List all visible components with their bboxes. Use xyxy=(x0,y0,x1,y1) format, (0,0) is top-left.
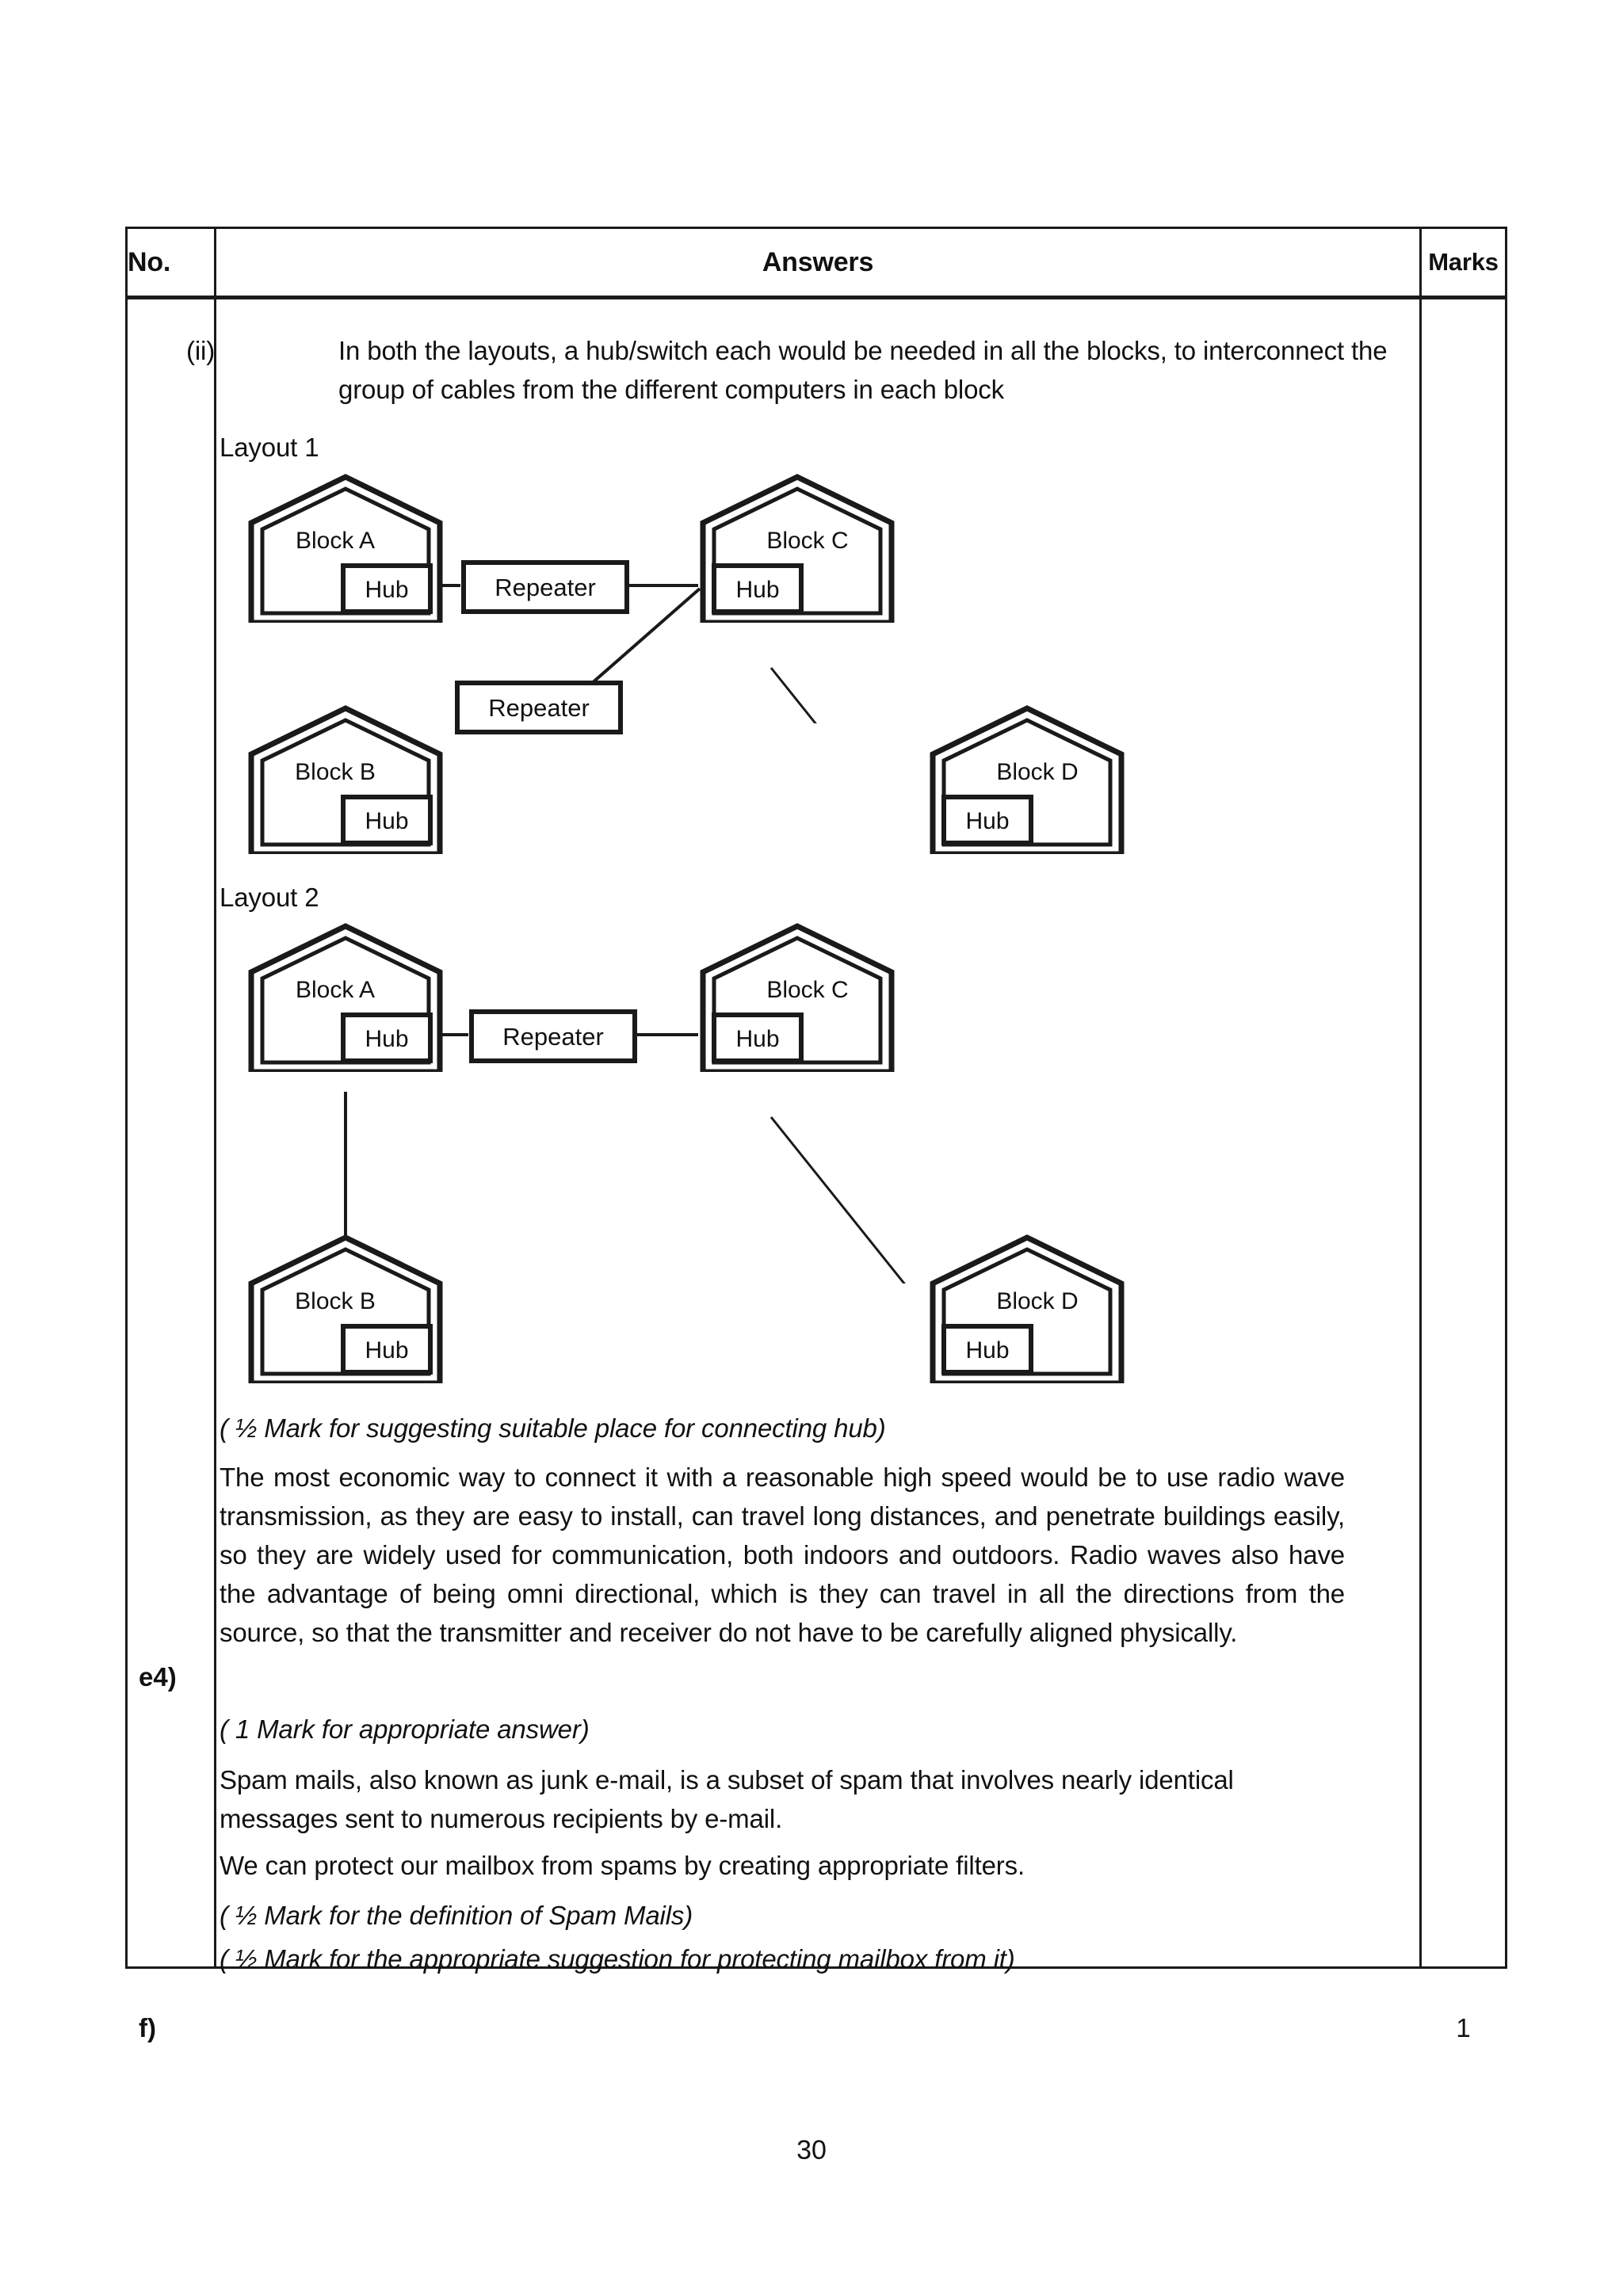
layout1-repeater-1 xyxy=(460,559,630,615)
block-label: Block C xyxy=(766,977,849,1003)
layout1-label: Layout 1 xyxy=(220,433,319,462)
layout2-block-a xyxy=(246,921,445,1072)
note-f-mark-2: ( ½ Mark for the appropriate suggestion for protecting mailbox from it) xyxy=(220,1944,1015,1974)
layout1-block-a xyxy=(246,472,445,623)
block-label: Block C xyxy=(766,528,849,554)
layout2-block-d xyxy=(928,1233,1126,1383)
hub-label: Hub xyxy=(365,1337,409,1363)
block-label: Block A xyxy=(295,528,376,554)
block-label: Block D xyxy=(996,1288,1079,1314)
layout1-block-b xyxy=(246,704,445,854)
block-label: Block B xyxy=(295,1288,376,1314)
layout2-block-b xyxy=(246,1233,445,1383)
part-ii-text: In both the layouts, a hub/switch each would be needed in all the blocks, to interconnect the group of cables from the different computers in each block xyxy=(338,336,1388,404)
marks-column xyxy=(1421,298,1507,2042)
header-no: No. xyxy=(127,228,216,298)
hub-label: Hub xyxy=(365,808,409,834)
f-paragraph-2: We can protect our mailbox from spams by creating appropriate filters. xyxy=(220,1851,1025,1880)
layout1-block-c xyxy=(698,472,896,623)
repeater-label: Repeater xyxy=(502,1023,604,1051)
layout2-repeater-1 xyxy=(468,1009,638,1064)
part-ii-paragraph xyxy=(186,331,1440,409)
hub-label: Hub xyxy=(735,577,780,603)
hub-label: Hub xyxy=(735,1026,780,1052)
f-paragraph-1: Spam mails, also known as junk e-mail, is a subset of spam that involves nearly identical messages sent to numerous recipients by e-mail. xyxy=(220,1765,1234,1833)
row-label-f: f) xyxy=(139,2013,156,2042)
table-body-row xyxy=(127,298,1507,1968)
block-label: Block A xyxy=(295,977,376,1003)
page-number: 30 xyxy=(796,2135,827,2165)
row-label-e4: e4) xyxy=(139,1662,177,1691)
no-column xyxy=(127,298,216,2042)
link-c-d xyxy=(771,1117,930,1283)
block-label: Block B xyxy=(295,759,376,785)
e4-paragraph: The most economic way to connect it with a reasonable high speed would be to use radio wave transmission, as they are easy to install, can travel long distances, and penetrate buildings easily, so they are widely used for communication, both indoors and outdoors. Radio waves also have the advantage of being omni directional, which is they can travel in all the directions from the source, so that the transmitter and receiver do not have to be carefully aligned physically. xyxy=(220,1463,1345,1647)
link-c-d xyxy=(771,668,930,723)
hub-label: Hub xyxy=(365,1026,409,1052)
layout2-label: Layout 2 xyxy=(220,883,319,912)
part-ii-label: (ii) xyxy=(186,336,216,365)
hub-label: Hub xyxy=(965,808,1010,834)
note-hub-mark: ( ½ Mark for suggesting suitable place for connecting hub) xyxy=(220,1413,886,1443)
block-label: Block D xyxy=(996,759,1079,785)
table-header-row xyxy=(127,228,1507,298)
repeater-label: Repeater xyxy=(495,574,596,601)
hub-label: Hub xyxy=(365,577,409,603)
layout1-block-d xyxy=(928,704,1126,854)
marks-value-f: 1 xyxy=(1456,2013,1471,2042)
layout2-block-c xyxy=(698,921,896,1072)
note-f-mark-1: ( ½ Mark for the definition of Spam Mails) xyxy=(220,1901,693,1930)
layout1-repeater-2 xyxy=(454,680,624,735)
note-e4-mark: ( 1 Mark for appropriate answer) xyxy=(220,1714,590,1744)
repeater-label: Repeater xyxy=(488,694,590,722)
header-answers: Answers xyxy=(216,228,1421,298)
header-marks: Marks xyxy=(1421,228,1507,298)
hub-label: Hub xyxy=(965,1337,1010,1363)
answers-column xyxy=(186,298,1421,1974)
answers-table xyxy=(125,227,1507,2042)
